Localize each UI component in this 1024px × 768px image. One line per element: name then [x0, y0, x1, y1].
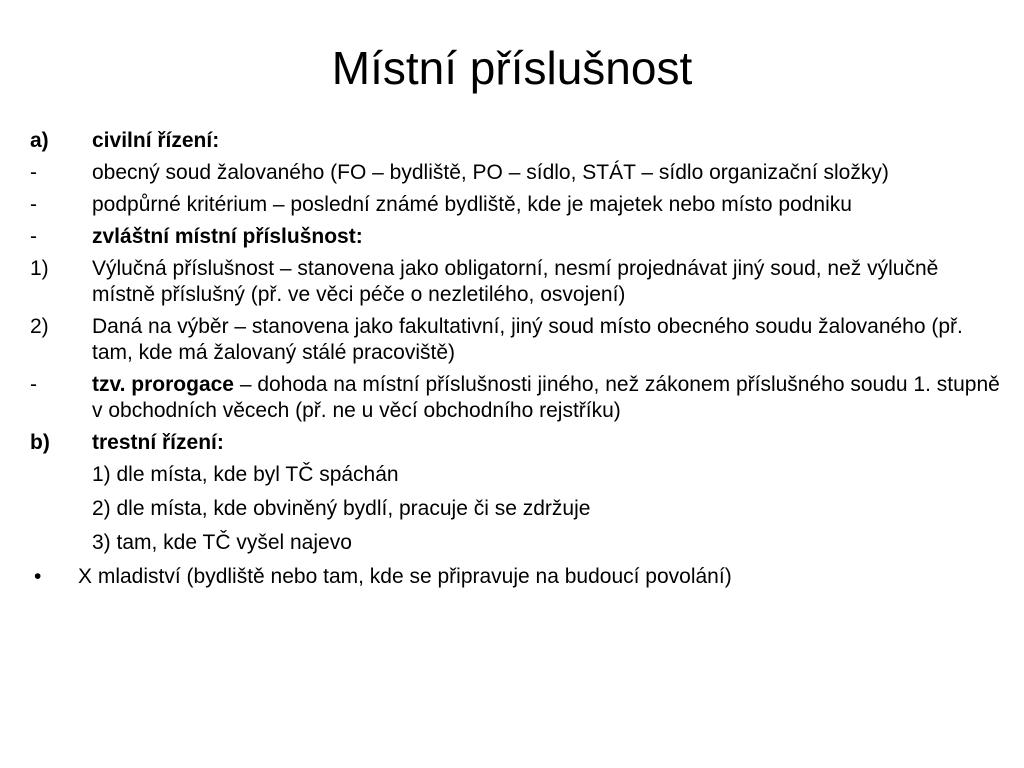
list-marker: -: [30, 161, 37, 184]
list-text: obecný soud žalovaného (FO – bydliště, PO – sídlo, STÁT – sídlo organizační složky): [92, 161, 889, 184]
list-marker: -: [30, 225, 37, 248]
slide-title: Místní příslušnost: [331, 42, 693, 94]
list-item: [30, 256, 1000, 308]
list-item: [30, 160, 1000, 186]
list-item: [30, 192, 1000, 218]
list-item: [30, 314, 1000, 366]
list-item-criminal: [30, 430, 1000, 456]
list-marker: -: [30, 193, 37, 216]
list-text: podpůrné kritérium – poslední známé bydliště, kde je majetek nebo místo podniku: [92, 193, 852, 216]
slide-body: [30, 128, 1000, 590]
criminal-line: 1) dle místa, kde byl TČ spáchán: [92, 463, 399, 486]
list-item-prorogace: [30, 372, 1000, 424]
list-marker: 1): [30, 257, 49, 280]
criminal-line: 2) dle místa, kde obviněný bydlí, pracuje či se zdržuje: [92, 497, 591, 520]
list-text: zvláštní místní příslušnost:: [92, 225, 363, 248]
list-marker: 2): [30, 315, 49, 338]
list-item: [30, 224, 1000, 250]
list-text: [92, 372, 1000, 424]
list-item-civil: [30, 128, 1000, 154]
list-text: trestní řízení:: [92, 431, 224, 454]
bold-term: tzv. prorogace: [92, 373, 234, 396]
list-marker: -: [30, 373, 37, 396]
term-definition: – dohoda na místní příslušnosti jiného, než zákonem příslušného soudu 1. stupně v obchodních věcech (př. ne u věcí obchodního rejstříku): [92, 373, 1000, 422]
bullet-text: X mladiství (bydliště nebo tam, kde se připravuje na budoucí povolání): [78, 565, 732, 588]
bullet-icon: •: [34, 565, 42, 588]
criminal-line: 3) tam, kde TČ vyšel najevo: [92, 531, 352, 554]
list-text: Daná na výběr – stanovena jako fakultativní, jiný soud místo obecného soudu žalovaného (př. tam, kde má žalovaný stálé pracoviště): [92, 315, 963, 364]
list-marker: b): [30, 431, 50, 454]
list-marker: a): [30, 129, 49, 152]
bullet-item: [30, 564, 1000, 590]
list-text: civilní řízení:: [92, 129, 220, 152]
list-text: Výlučná příslušnost – stanovena jako obligatorní, nesmí projednávat jiný soud, než výlučně místně příslušný (př. ve věci péče o nezletilého, osvojení): [92, 257, 939, 306]
